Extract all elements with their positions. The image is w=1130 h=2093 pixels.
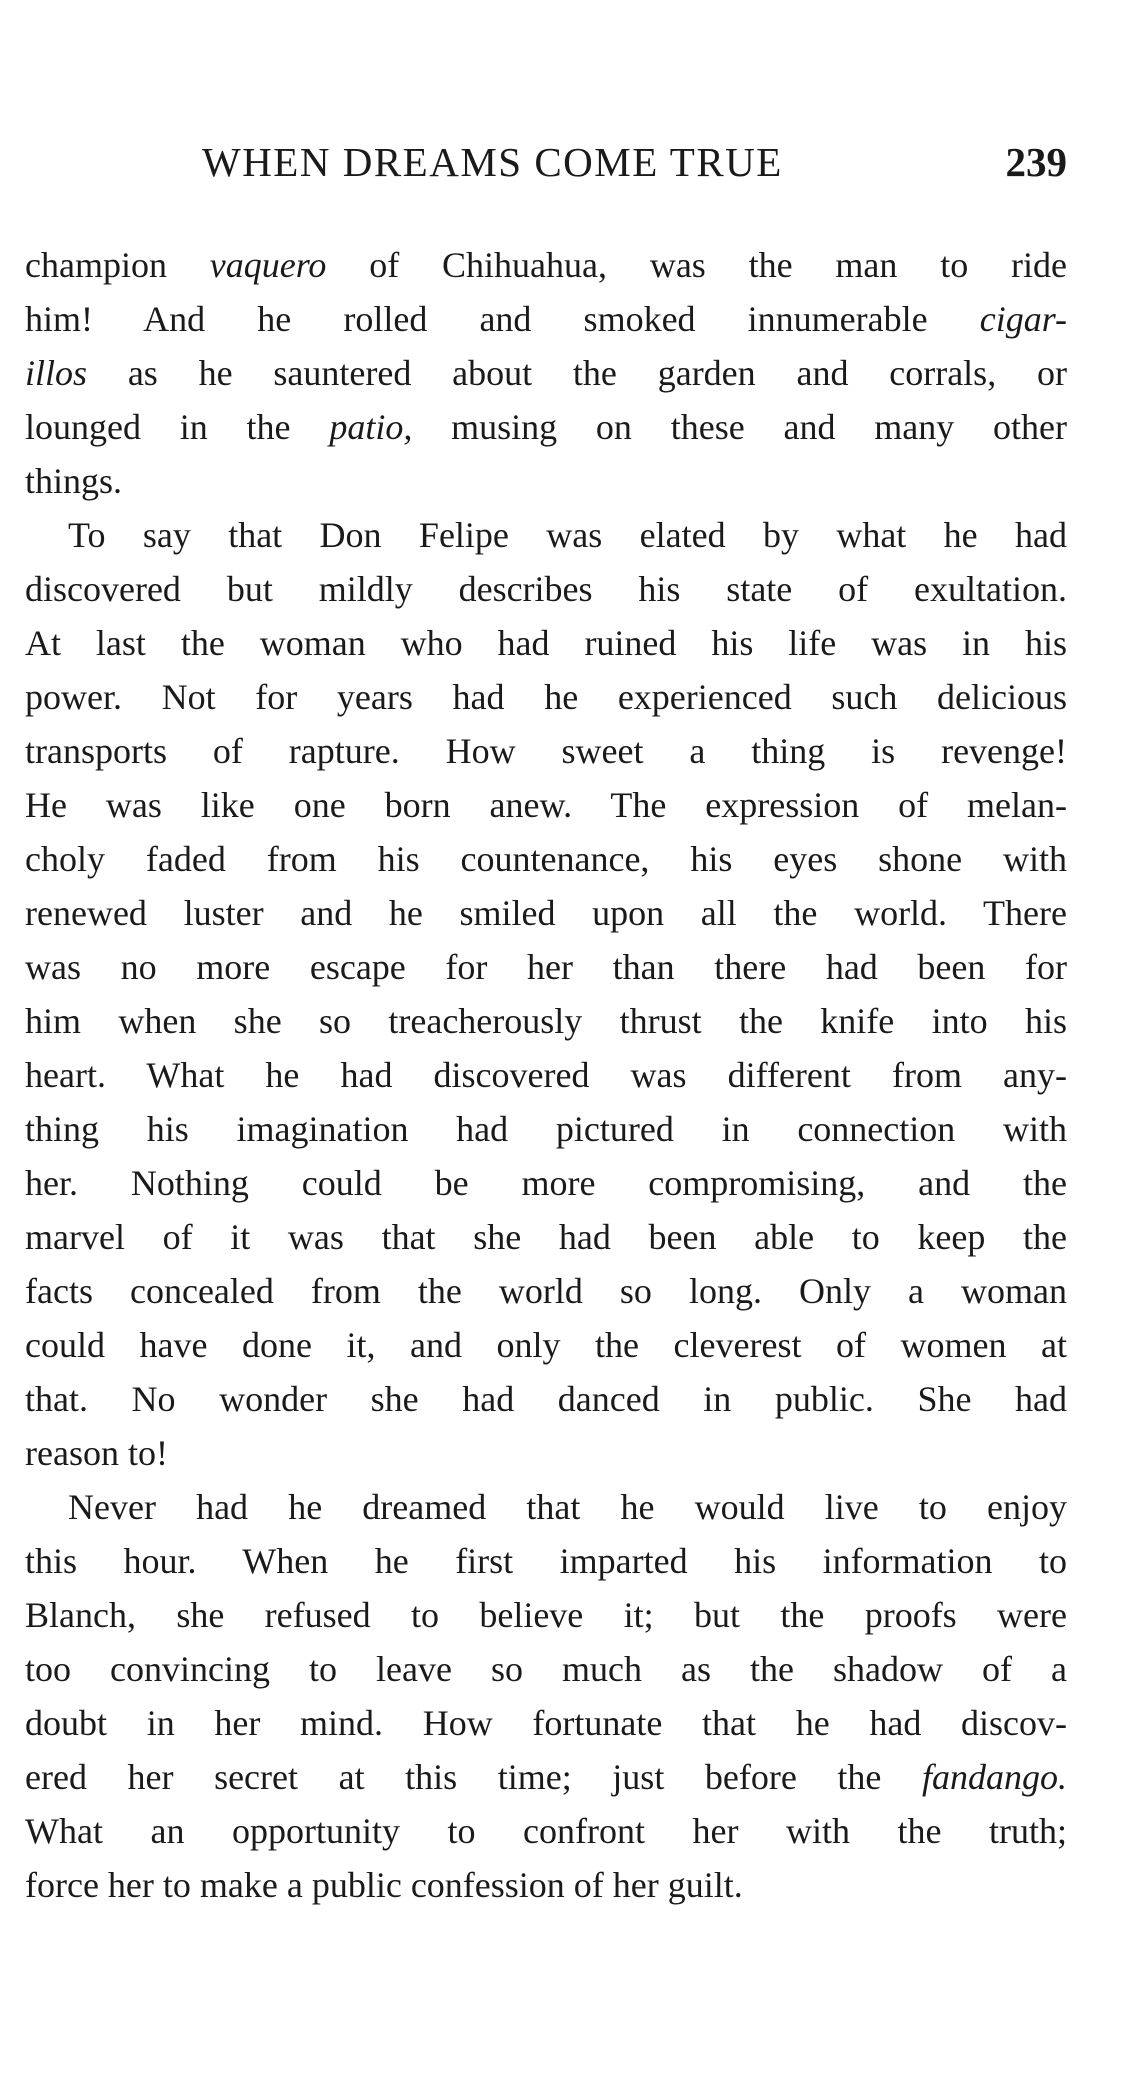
text-line [25,346,1067,400]
text-line [25,778,1067,832]
text-line [25,724,1067,778]
text-run: renewed luster and he smiled upon all the world. There [25,893,1067,933]
text-run: ered her secret at this time; just before the [25,1757,922,1797]
text-run: champion [25,245,210,285]
text-line [25,1318,1067,1372]
paragraph [25,1480,1067,1912]
text-line [25,1372,1067,1426]
text-run: To say that Don Felipe was elated by what he had [68,515,1067,555]
text-line [25,1048,1067,1102]
text-run: Blanch, she refused to believe it; but the proofs were [25,1595,1067,1635]
italic-text: fandango. [921,1757,1067,1797]
text-run: reason to! [25,1433,168,1473]
text-line [25,1210,1067,1264]
text-run: him! And he rolled and smoked innumerable [25,299,980,339]
text-line [25,1642,1067,1696]
text-line [25,1750,1067,1804]
text-run: facts concealed from the world so long. Only a woman [25,1271,1067,1311]
text-run: that. No wonder she had danced in public. She had [25,1379,1067,1419]
page-number: 239 [1005,139,1067,185]
text-line [25,1858,1067,1912]
text-line [25,1156,1067,1210]
text-run: was no more escape for her than there had been for [25,947,1067,987]
text-line [25,400,1067,454]
paragraph [25,508,1067,1480]
text-line [25,1534,1067,1588]
text-run: force her to make a public confession of her guilt. [25,1865,743,1905]
running-title: WHEN DREAMS COME TRUE [202,139,783,185]
text-line [25,1588,1067,1642]
text-run: lounged in the [25,407,330,447]
text-line [25,1264,1067,1318]
paragraph [25,238,1067,508]
text-run: He was like one born anew. The expression of melan- [25,785,1067,825]
text-run: transports of rapture. How sweet a thing is revenge! [25,731,1067,771]
text-line [25,238,1067,292]
text-run: At last the woman who had ruined his life was in his [25,623,1067,663]
text-run: power. Not for years had he experienced such delicious [25,677,1067,717]
text-run: choly faded from his countenance, his eyes shone with [25,839,1067,879]
text-line [25,508,1067,562]
text-run: him when she so treacherously thrust the knife into his [25,1001,1067,1041]
text-line [25,454,1067,508]
text-line [25,1102,1067,1156]
text-line [25,1804,1067,1858]
text-line [25,832,1067,886]
text-run: as he sauntered about the garden and corrals, or [87,353,1067,393]
text-run: Never had he dreamed that he would live to enjoy [68,1487,1067,1527]
text-run: of Chihuahua, was the man to ride [326,245,1067,285]
text-line [25,1480,1067,1534]
text-line [25,670,1067,724]
text-run: could have done it, and only the cleverest of women at [25,1325,1067,1365]
text-line [25,616,1067,670]
italic-text: patio, [329,407,413,447]
text-line [25,292,1067,346]
page-header [25,138,1067,198]
italic-text: vaquero [209,245,327,285]
text-run: too convincing to leave so much as the shadow of a [25,1649,1067,1689]
text-line [25,562,1067,616]
text-line [25,940,1067,994]
body-text [25,238,1067,1912]
text-line [25,994,1067,1048]
text-run: musing on these and many other [412,407,1067,447]
text-run: marvel of it was that she had been able to keep the [25,1217,1067,1257]
text-run: this hour. When he first imparted his information to [25,1541,1067,1581]
italic-text: cigar- [979,299,1067,339]
text-run: things. [25,461,123,501]
text-line [25,1426,1067,1480]
text-run: doubt in her mind. How fortunate that he had discov- [25,1703,1067,1743]
text-run: heart. What he had discovered was different from any- [25,1055,1067,1095]
text-run: her. Nothing could be more compromising, and the [25,1163,1067,1203]
text-run: What an opportunity to confront her with the truth; [25,1811,1067,1851]
italic-text: illos [25,353,88,393]
text-run: thing his imagination had pictured in connection with [25,1109,1067,1149]
text-run: discovered but mildly describes his state of exultation. [25,569,1067,609]
text-line [25,1696,1067,1750]
text-line [25,886,1067,940]
